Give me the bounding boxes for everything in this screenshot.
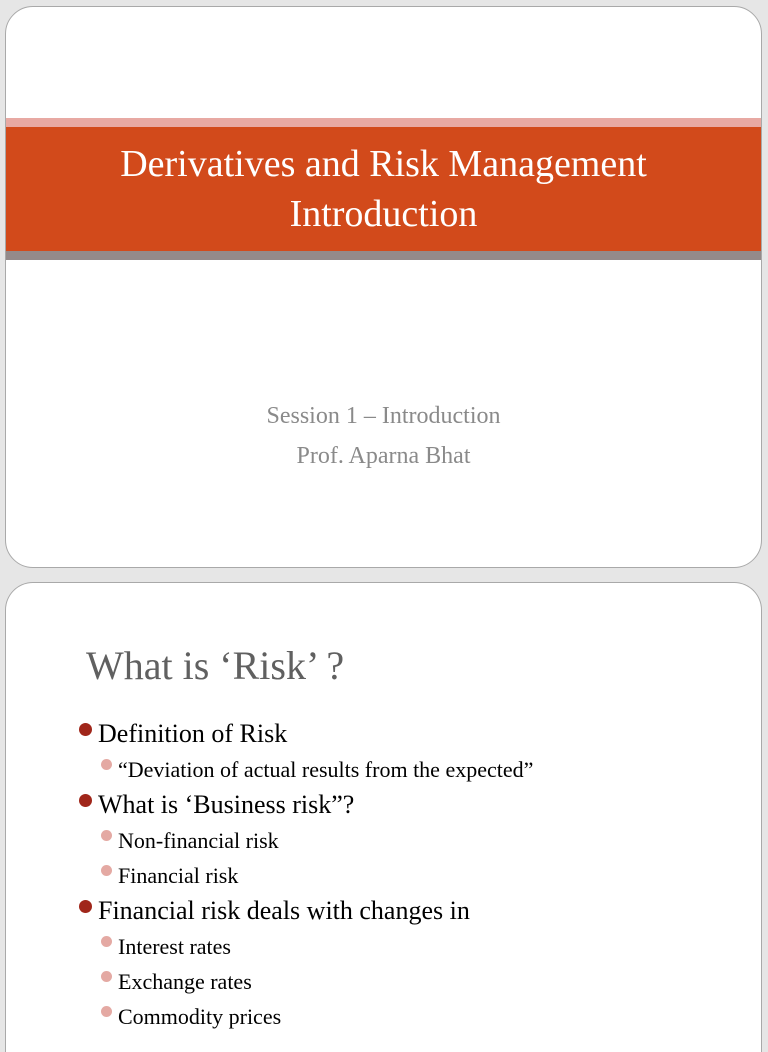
bullet-list xyxy=(76,717,741,1035)
sub-bullet-icon xyxy=(101,759,112,770)
bullet-text: Definition of Risk xyxy=(98,719,288,748)
sub-bullet-item xyxy=(76,930,741,965)
sub-bullet-item xyxy=(76,753,741,788)
sub-bullet-item xyxy=(76,824,741,859)
slide-title xyxy=(6,127,761,251)
sub-bullet-text: Non-financial risk xyxy=(118,828,279,853)
bullet-item xyxy=(76,788,741,824)
presenter-name: Prof. Aparna Bhat xyxy=(296,443,471,469)
session-label: Session 1 – Introduction xyxy=(266,403,501,429)
slide-title-line-2: Introduction xyxy=(289,193,478,235)
bullet-text: Financial risk deals with changes in xyxy=(98,896,470,925)
sub-bullet-text: “Deviation of actual results from the expected” xyxy=(118,757,534,782)
bullet-icon xyxy=(79,794,92,807)
sub-bullet-text: Commodity prices xyxy=(118,1004,282,1029)
bullet-item xyxy=(76,717,741,753)
title-slide xyxy=(5,6,762,568)
sub-bullet-text: Interest rates xyxy=(118,934,231,959)
sub-bullet-icon xyxy=(101,865,112,876)
title-band-bottom-stripe xyxy=(6,251,761,260)
sub-bullet-icon xyxy=(101,971,112,982)
title-band-top-stripe xyxy=(6,118,761,127)
sub-bullet-text: Financial risk xyxy=(118,863,239,888)
sub-bullet-icon xyxy=(101,830,112,841)
bullet-icon xyxy=(79,723,92,736)
sub-bullet-icon xyxy=(101,936,112,947)
sub-bullet-text: Exchange rates xyxy=(118,969,252,994)
slide-subtitle xyxy=(6,396,761,476)
slide-title-line-1: Derivatives and Risk Management xyxy=(120,143,647,185)
bullet-item xyxy=(76,894,741,930)
bullet-text: What is ‘Business risk”? xyxy=(98,790,355,819)
content-slide-title: What is ‘Risk’ ? xyxy=(86,643,345,688)
sub-bullet-item xyxy=(76,1000,741,1035)
sub-bullet-icon xyxy=(101,1006,112,1017)
bullet-icon xyxy=(79,900,92,913)
sub-bullet-item xyxy=(76,859,741,894)
sub-bullet-item xyxy=(76,965,741,1000)
content-slide xyxy=(5,582,762,1052)
